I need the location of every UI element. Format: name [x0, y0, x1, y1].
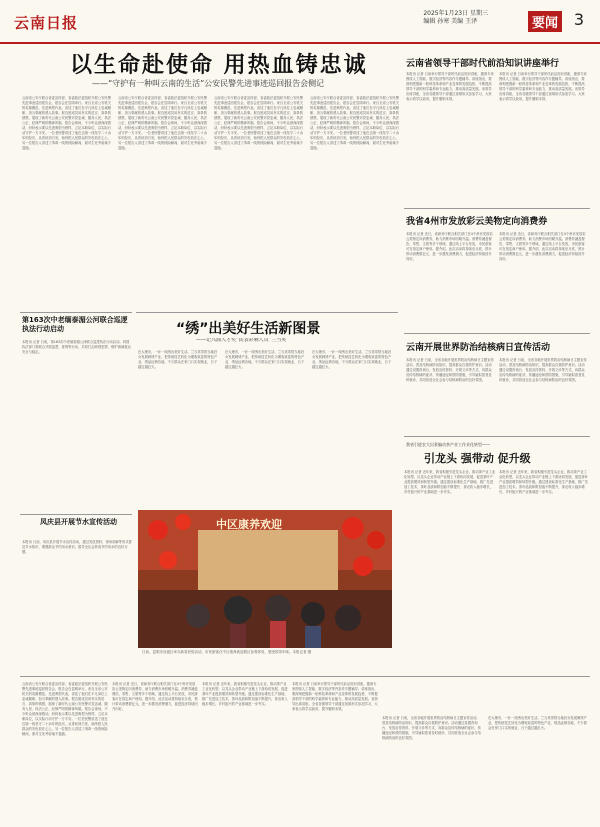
- divider-bottom: [20, 676, 590, 677]
- photo-banner: 中区康养欢迎: [216, 518, 282, 531]
- feature-headline: “绣”出美好生活新图景: [176, 321, 321, 337]
- story-title-3: 云南开展世界防治结核病日宣传活动: [406, 343, 551, 353]
- divider-right-3: [404, 436, 590, 437]
- bottom-col-1: 云南省公安厅联合省委宣传部、省委政法委组织开展公安民警先进事迹巡回报告会，报告会在昆明举行。来自全省公安机关的英雄模范、先进典型代表，讲述了他们在平凡岗位上忠诚履职、担当奉献的感人故事。报告团成员用朴实的语言、真挚的情感，展现了新时代云南公安民警对党忠诚、服务人民、执法公正、纪律严明的精神风貌。报告会现场，不少听众被深深感动，纷纷表示要以先进典型为榜样，立足本职岗位，以实际行动守护一方平安。一位老民警讲述了他在边境一线坚守二十余年的经历，从青丝到白发，始终把人民群众的安危放在心上。另一位报告人讲述了缉毒一线的惊险瞬间，面对生死考验毫不退缩。: [22, 682, 108, 736]
- page-number: 3: [573, 10, 584, 29]
- divider-right-1: [404, 208, 590, 209]
- feature-body-1: 在大理市，一针一线绣出美好生活。兰当英带领当地妇女发展刺绣产业，把传统技艺转化为增收致富的特色产业，绣品远销各地，不少群众在家门口实现就业，日子越过越红火。: [138, 350, 218, 369]
- dateline: [423, 10, 488, 26]
- bottom-col-6: 在大理市，一针一线绣出美好生活。兰当英带领当地妇女发展刺绣产业，把传统技艺转化为增收致富的特色产业，绣品远销各地，不少群众在家门口实现就业，日子越过越红火。: [488, 716, 587, 730]
- editor-text: 编辑 孙寒 美编 王泽: [423, 18, 478, 25]
- divider-left-1: [20, 312, 132, 313]
- story-body-4: 本报讯 记者 近年来，我省积极引进龙头企业，推动茶产业工业化转型，以龙头企业带动产业链上下游协同发展，促进茶叶产业提质增效和转型升级。通过建设标准化生产基地、推广先进加工技术，茶叶品质和附加值不断提升，茶农收入稳步增长，乡村振兴的产业基础进一步夯实。: [404, 470, 496, 494]
- bottom-col-4: 本报讯 记者 日前举行领导干部时代前沿知识讲座，邀请专家围绕人工智能、数字经济等内容作专题辅导。讲座指出，要深刻把握新一轮科技革命和产业变革的发展趋势，不断提高领导干部的科学素养和专业能力，推动高质量发展。省领导出席讲座，全省各级领导干部通过视频形式参加学习，大家表示将学以致用，提升履职本领。: [292, 682, 378, 711]
- lead-body-col-1: 云南省公安厅联合省委宣传部、省委政法委组织开展公安民警先进事迹巡回报告会，报告会在昆明举行。来自全省公安机关的英雄模范、先进典型代表，讲述了他们在平凡岗位上忠诚履职、担当奉献的感人故事。报告团成员用朴实的语言、真挚的情感，展现了新时代云南公安民警对党忠诚、服务人民、执法公正、纪律严明的精神风貌。报告会现场，不少听众被深深感动，纷纷表示要以先进典型为榜样，立足本职岗位，以实际行动守护一方平安。一位老民警讲述了他在边境一线坚守二十余年的经历，从青丝到白发，始终把人民群众的安危放在心上。另一位报告人讲述了缉毒一线的惊险瞬间，面对生死考验毫不退缩。: [22, 96, 112, 150]
- story-body-3b: 本报讯 记者 日前，全省各地开展世界防治结核病日主题宣传活动，普及结核病防治知识，提高群众自我防护意识。活动通过设置咨询台、发放宣传资料、开展义诊等方式，向群众宣传结核病的症状、传播途径和预防措施，引导疑似患者及时就诊，共同营造全社会参与结核病防治的良好氛围。: [499, 358, 587, 382]
- divider-right-2: [404, 333, 590, 334]
- divider-center: [136, 312, 398, 313]
- divider-left-2: [20, 514, 132, 515]
- story-body-2b: 本报讯 记者 近日，省商务厅联合相关部门在4个州市发放彩云美物定向消费券，助力消费市场回暖升温。消费券涵盖餐饮、零售、文旅等多个领域，通过线上平台发放，市民游客可在指定商户使用。据介绍，此次活动将持续至月底，预计带动消费数亿元，进一步激发消费潜力，促进经济持续回升向好。: [499, 232, 586, 261]
- photo-caption: 日前，昆明市官渡区举办新春民俗活动，市民游客在中区康养欢迎展区参观体验，感受浓浓年味。本报记者 摄: [142, 650, 312, 654]
- story-kicker-4: 我省引进农大出景编动茶产业工作业化转型——: [406, 442, 490, 447]
- story-body-1b: 本报讯 记者 日前举行领导干部时代前沿知识讲座，邀请专家围绕人工智能、数字经济等内容作专题辅导。讲座指出，要深刻把握新一轮科技革命和产业变革的发展趋势，不断提高领导干部的科学素养和专业能力，推动高质量发展。省领导出席讲座，全省各级领导干部通过视频形式参加学习，大家表示将学以致用，提升履职本领。: [499, 72, 587, 101]
- lead-body-col-3: 云南省公安厅联合省委宣传部、省委政法委组织开展公安民警先进事迹巡回报告会，报告会在昆明举行。来自全省公安机关的英雄模范、先进典型代表，讲述了他们在平凡岗位上忠诚履职、担当奉献的感人故事。报告团成员用朴实的语言、真挚的情感，展现了新时代云南公安民警对党忠诚、服务人民、执法公正、纪律严明的精神风貌。报告会现场，不少听众被深深感动，纷纷表示要以先进典型为榜样，立足本职岗位，以实际行动守护一方平安。一位老民警讲述了他在边境一线坚守二十余年的经历，从青丝到白发，始终把人民群众的安危放在心上。另一位报告人讲述了缉毒一线的惊险瞬间，面对生死考验毫不退缩。: [214, 96, 304, 150]
- date-text: 2025年1月23日 星期三: [423, 10, 488, 17]
- bottom-col-5: 本报讯 记者 日前，全省各地开展世界防治结核病日主题宣传活动，普及结核病防治知识，提高群众自我防护意识。活动通过设置咨询台、发放宣传资料、开展义诊等方式，向群众宣传结核病的症状、传播途径和预防措施，引导疑似患者及时就诊，共同营造全社会参与结核病防治的良好氛围。: [382, 716, 481, 740]
- lead-body-col-2: 云南省公安厅联合省委宣传部、省委政法委组织开展公安民警先进事迹巡回报告会，报告会在昆明举行。来自全省公安机关的英雄模范、先进典型代表，讲述了他们在平凡岗位上忠诚履职、担当奉献的感人故事。报告团成员用朴实的语言、真挚的情感，展现了新时代云南公安民警对党忠诚、服务人民、执法公正、纪律严明的精神风貌。报告会现场，不少听众被深深感动，纷纷表示要以先进典型为榜样，立足本职岗位，以实际行动守护一方平安。一位老民警讲述了他在边境一线坚守二十余年的经历，从青丝到白发，始终把人民群众的安危放在心上。另一位报告人讲述了缉毒一线的惊险瞬间，面对生死考验毫不退缩。: [118, 96, 208, 150]
- page-header: [0, 0, 600, 44]
- feature-body-2: 在大理市，一针一线绣出美好生活。兰当英带领当地妇女发展刺绣产业，把传统技艺转化为增收致富的特色产业，绣品远销各地，不少群众在家门口实现就业，日子越过越红火。: [225, 350, 305, 369]
- bottom-col-2: 本报讯 记者 近日，省商务厅联合相关部门在4个州市发放彩云美物定向消费券，助力消费市场回暖升温。消费券涵盖餐饮、零售、文旅等多个领域，通过线上平台发放，市民游客可在指定商户使用。据介绍，此次活动将持续至月底，预计带动消费数亿元，进一步激发消费潜力，促进经济持续回升向好。: [112, 682, 198, 711]
- story-body-6: 本报讯 日前，凤庆县开展节水宣传活动，通过发放资料、现场讲解等形式普及节水知识，增强群众节约用水意识，倡导全社会养成节约用水的良好习惯。: [22, 540, 132, 554]
- story-body-1: 本报讯 记者 日前举行领导干部时代前沿知识讲座，邀请专家围绕人工智能、数字经济等内容作专题辅导。讲座指出，要深刻把握新一轮科技革命和产业变革的发展趋势，不断提高领导干部的科学素养和专业能力，推动高质量发展。省领导出席讲座，全省各级领导干部通过视频形式参加学习，大家表示将学以致用，提升履职本领。: [406, 72, 494, 101]
- lead-subhead: ——“守护有一种叫云南的生活”公安民警先进事迹巡回报告会侧记: [92, 79, 325, 88]
- section-label: 要闻: [528, 11, 562, 32]
- masthead-logo: 云南日报: [14, 14, 79, 32]
- story-title-1: 云南省领导干部时代前沿知识讲座举行: [406, 59, 560, 69]
- story-title-2: 我省4州市发放彩云美物定向消费券: [406, 217, 548, 227]
- lead-headline: 以生命赴使命 用热血铸忠诚: [70, 52, 368, 78]
- story-body-4b: 本报讯 记者 近年来，我省积极引进龙头企业，推动茶产业工业化转型，以龙头企业带动产业链上下游协同发展，促进茶叶产业提质增效和转型升级。通过建设标准化生产基地、推广先进加工技术，茶叶品质和附加值不断提升，茶农收入稳步增长，乡村振兴的产业基础进一步夯实。: [499, 470, 589, 494]
- story-body-2: 本报讯 记者 近日，省商务厅联合相关部门在4个州市发放彩云美物定向消费券，助力消费市场回暖升温。消费券涵盖餐饮、零售、文旅等多个领域，通过线上平台发放，市民游客可在指定商户使用。据介绍，此次活动将持续至月底，预计带动消费数亿元，进一步激发消费潜力，促进经济持续回升向好。: [406, 232, 493, 261]
- bottom-col-3: 本报讯 记者 近年来，我省积极引进龙头企业，推动茶产业工业化转型，以龙头企业带动产业链上下游协同发展，促进茶叶产业提质增效和转型升级。通过建设标准化生产基地、推广先进加工技术，茶叶品质和附加值不断提升，茶农收入稳步增长，乡村振兴的产业基础进一步夯实。: [202, 682, 288, 706]
- lead-body-col-4: 云南省公安厅联合省委宣传部、省委政法委组织开展公安民警先进事迹巡回报告会，报告会在昆明举行。来自全省公安机关的英雄模范、先进典型代表，讲述了他们在平凡岗位上忠诚履职、担当奉献的感人故事。报告团成员用朴实的语言、真挚的情感，展现了新时代云南公安民警对党忠诚、服务人民、执法公正、纪律严明的精神风貌。报告会现场，不少听众被深深感动，纷纷表示要以先进典型为榜样，立足本职岗位，以实际行动守护一方平安。一位老民警讲述了他在边境一线坚守二十余年的经历，从青丝到白发，始终把人民群众的安危放在心上。另一位报告人讲述了缉毒一线的惊险瞬间，面对生死考验毫不退缩。: [310, 96, 400, 150]
- story-title-6: 凤庆县开展节水宣传活动: [40, 518, 117, 526]
- feature-subhead: ——记兴浦人才奖“民表彩刺人员”兰当英: [196, 338, 287, 343]
- news-photo: [138, 510, 392, 648]
- story-body-5: 本报讯 记者 日前，第163次中老缅泰湄公河联合巡逻执法行动启动。四国执法部门将联合开展巡逻、查缉等行动，共同打击跨国犯罪，维护流域航运安全与稳定。: [22, 340, 131, 354]
- story-title-5: 第163次中老缅泰湄公河联合巡逻执法行动启动: [22, 316, 128, 333]
- story-body-3: 本报讯 记者 日前，全省各地开展世界防治结核病日主题宣传活动，普及结核病防治知识，提高群众自我防护意识。活动通过设置咨询台、发放宣传资料、开展义诊等方式，向群众宣传结核病的症状、传播途径和预防措施，引导疑似患者及时就诊，共同营造全社会参与结核病防治的良好氛围。: [406, 358, 494, 382]
- story-title-4: 引龙头 强带动 促升级: [424, 452, 531, 465]
- feature-body-3: 在大理市，一针一线绣出美好生活。兰当英带领当地妇女发展刺绣产业，把传统技艺转化为增收致富的特色产业，绣品远销各地，不少群众在家门口实现就业，日子越过越红火。: [312, 350, 392, 369]
